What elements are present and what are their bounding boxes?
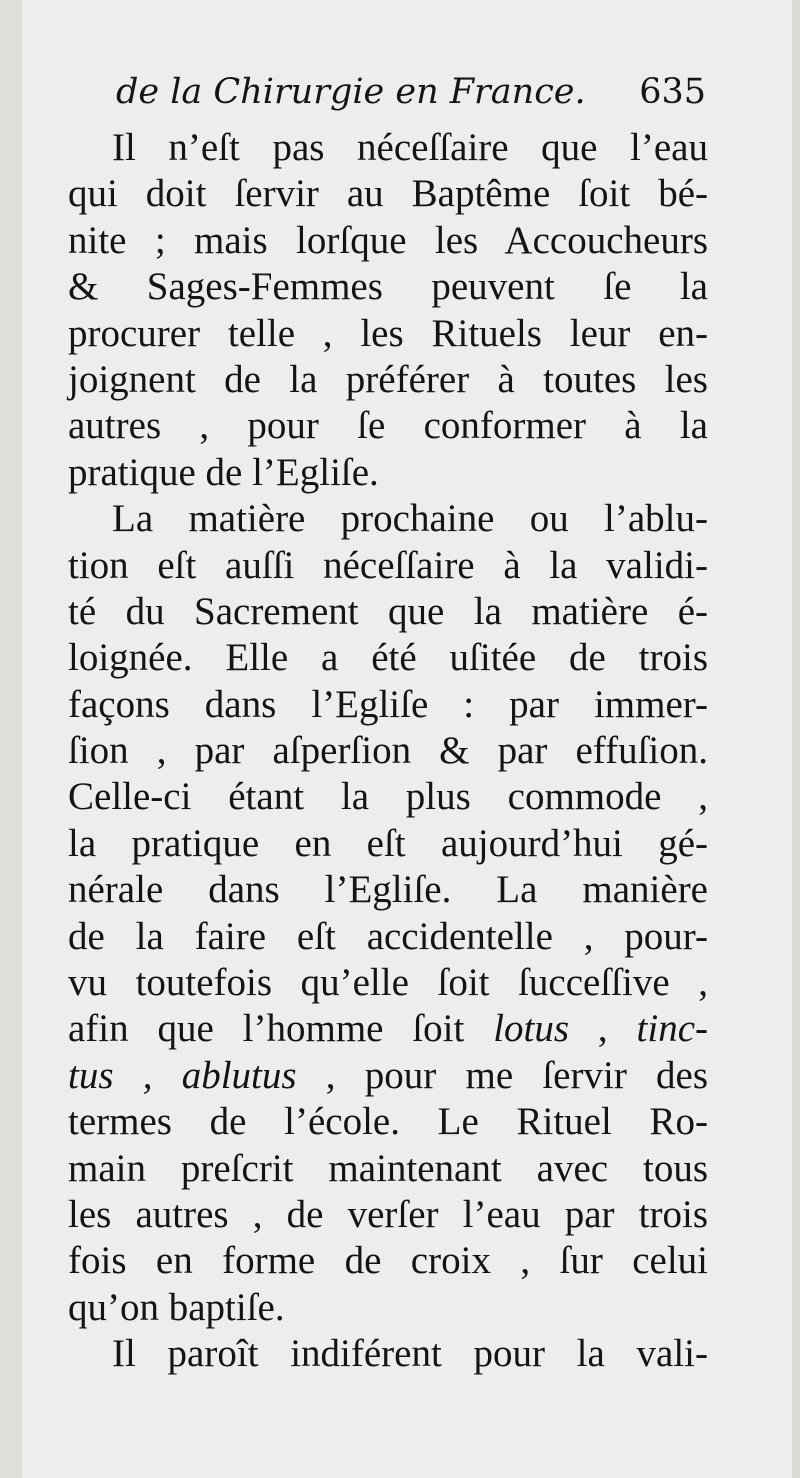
text-line: té du Sacrement que la matière é- (68, 589, 708, 633)
text-line: Il paroît indiférent pour la vali- (112, 1332, 708, 1376)
text-segment: afin que l’homme ſoit (68, 1007, 494, 1051)
body-text (68, 125, 708, 1378)
text-line: termes de l’école. Le Rituel Ro- (68, 1100, 708, 1144)
text-line: Celle-ci étant la plus commode , (68, 775, 708, 819)
text-segment: , (569, 1007, 637, 1051)
text-line: de la faire eſt accidentelle , pour- (68, 914, 708, 958)
page-edge (792, 0, 800, 1478)
running-head: de la Chirurgie en France. (116, 72, 586, 112)
text-line-mixed (68, 1006, 708, 1052)
text-line: fois en forme de croix , ſur celui (68, 1239, 708, 1283)
text-line: qui doit ſervir au Baptême ſoit bé- (68, 172, 708, 216)
text-line: ſion , par aſperſion & par effuſion. (68, 729, 708, 773)
page-gutter (0, 0, 22, 1478)
text-line: pratique de l’Egliſe. (68, 450, 379, 494)
italic-word: tinc- (636, 1007, 708, 1051)
text-line: façons dans l’Egliſe : par immer- (68, 682, 708, 726)
text-line: joignent de la préférer à toutes les (68, 357, 708, 401)
text-line: Il n’eſt pas néceſſaire que l’eau (112, 126, 708, 169)
text-line: tion eſt auſſi néceſſaire à la validi- (68, 543, 708, 587)
text-line: main preſcrit maintenant avec tous (68, 1146, 708, 1190)
text-line: autres , pour ſe conformer à la (68, 404, 708, 448)
text-line: nérale dans l’Egliſe. La manière (68, 868, 708, 912)
text-line: procurer telle , les Rituels leur en- (68, 311, 708, 355)
text-line: & Sages-Femmes peuvent ſe la (68, 265, 708, 309)
page-number: 635 (639, 72, 706, 112)
italic-word: ablutus (181, 1053, 297, 1097)
italic-word: tus , (68, 1053, 182, 1097)
text-line: loignée. Elle a été uſitée de trois (68, 636, 708, 680)
text-segment: , pour me ſervir des (296, 1053, 709, 1097)
italic-word: lotus (493, 1007, 570, 1051)
text-line-mixed (68, 1053, 708, 1099)
text-line: qu’on baptiſe. (68, 1285, 285, 1329)
page-header (116, 72, 706, 122)
text-line: les autres , de verſer l’eau par trois (68, 1192, 708, 1236)
text-line: la pratique en eſt aujourd’hui gé- (68, 821, 708, 865)
text-line: nite ; mais lorſque les Accoucheurs (68, 218, 708, 262)
text-line: La matière prochaine ou l’ablu- (112, 497, 708, 541)
text-line: vu toutefois qu’elle ſoit ſucceſſive , (68, 961, 708, 1005)
